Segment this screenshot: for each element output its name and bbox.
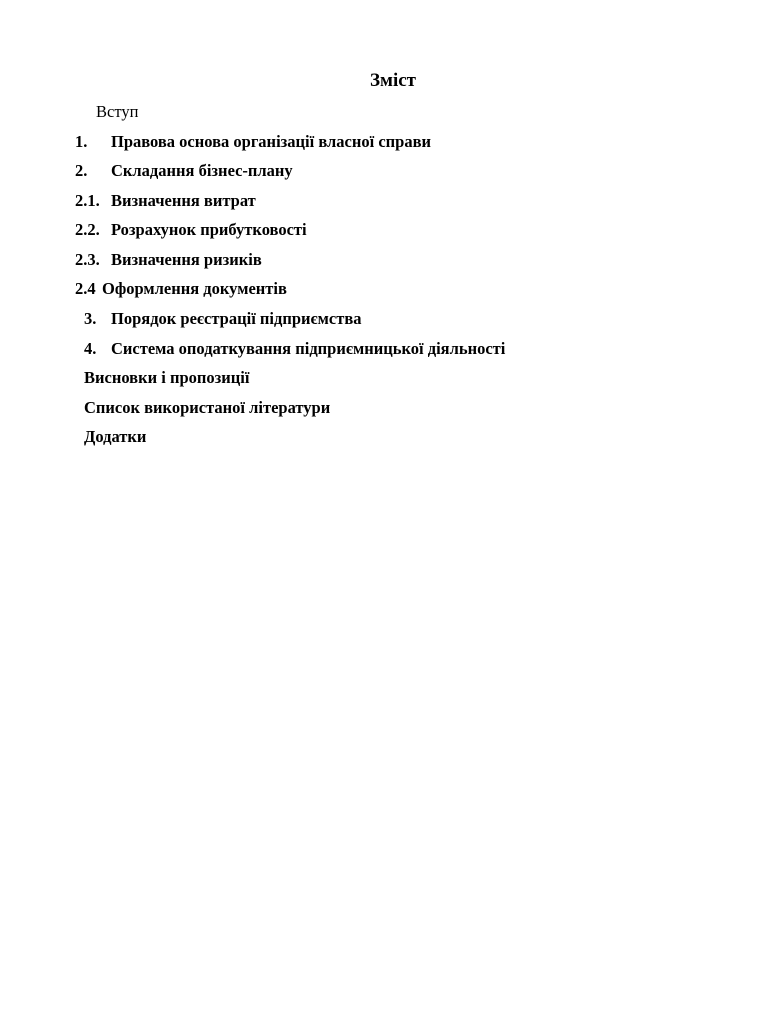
toc-item-label: Визначення ризиків: [111, 250, 262, 269]
toc-item-label: Розрахунок прибутковості: [111, 220, 307, 239]
toc-item-label: Оформлення документів: [102, 279, 287, 298]
toc-item-number: 3.: [84, 309, 97, 328]
toc-item-label: Висновки і пропозиції: [84, 368, 250, 387]
toc-item-number: 4.: [84, 339, 97, 358]
toc-item-number: 2.: [75, 161, 88, 180]
toc-item-label: Додатки: [84, 427, 147, 446]
toc-item-number: 2.4: [75, 279, 96, 298]
toc-item-label: Визначення витрат: [111, 191, 256, 210]
toc-item-label: Список використаної літератури: [84, 398, 331, 417]
toc-item-number: 2.1.: [75, 191, 100, 210]
toc-item-label: Вступ: [96, 102, 139, 121]
toc-item-number: 2.3.: [75, 250, 100, 269]
toc-item-number: 2.2.: [75, 220, 100, 239]
toc-item-number: 1.: [75, 132, 88, 151]
toc-item-label: Складання бізнес-плану: [111, 161, 293, 180]
toc-item-label: Система оподаткування підприємницької діяльності: [111, 339, 506, 358]
toc-title: Зміст: [369, 70, 416, 91]
toc-item-label: Правова основа організації власної справи: [111, 132, 431, 151]
toc-item-label: Порядок реєстрації підприємства: [111, 309, 362, 328]
